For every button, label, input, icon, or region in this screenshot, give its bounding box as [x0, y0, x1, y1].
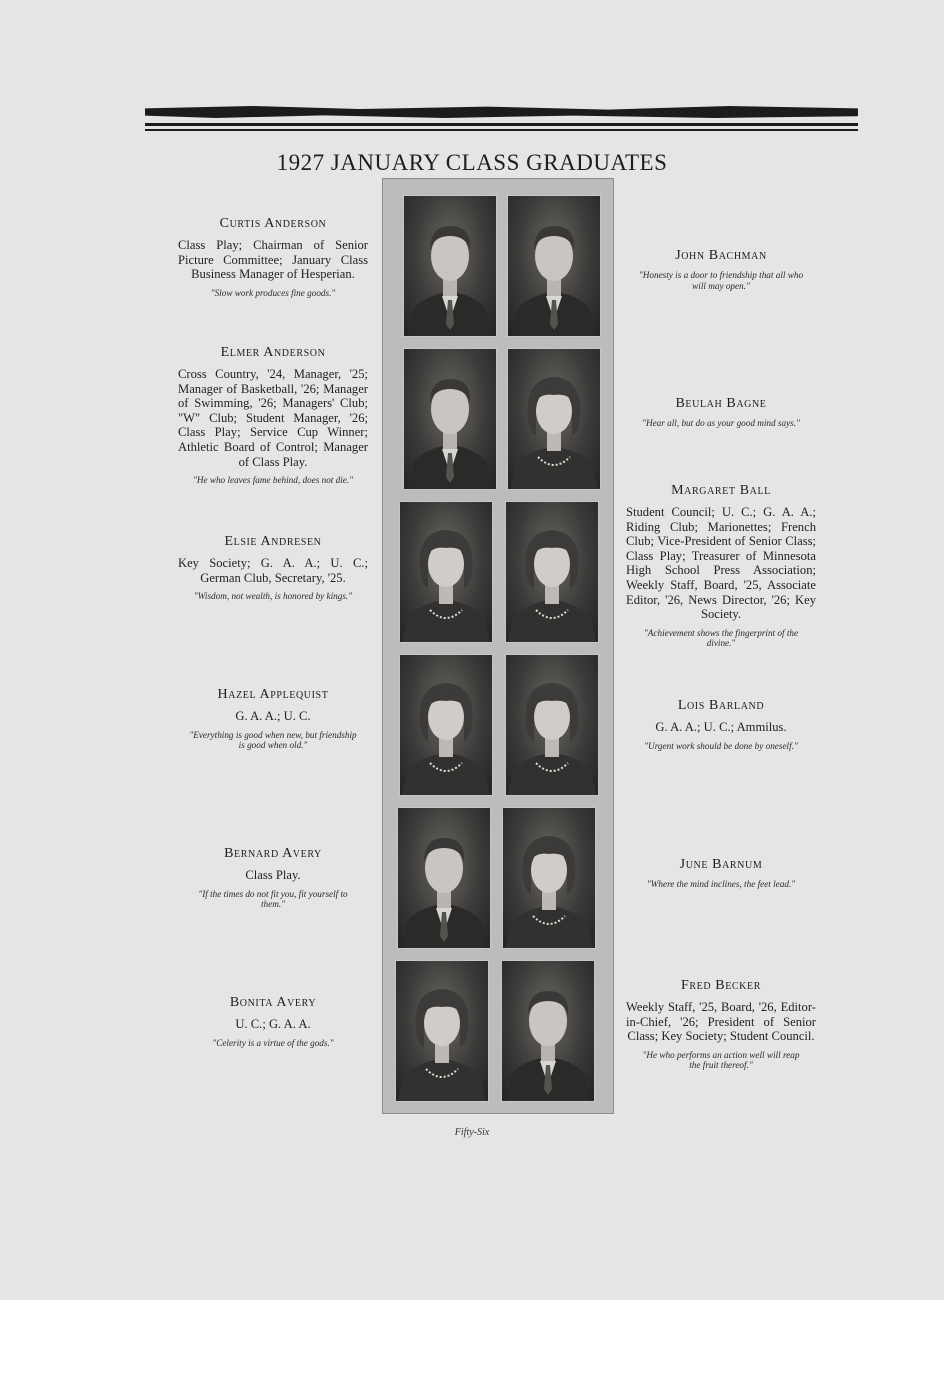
graduate-activities: G. A. A.; U. C.; Ammilus.: [655, 720, 787, 734]
page-title: 1927 JANUARY CLASS GRADUATES: [276, 150, 668, 175]
graduate-activities: G. A. A.; U. C.: [235, 709, 311, 723]
graduate-motto: "Hear all, but do as your good mind says.": [642, 418, 800, 428]
graduate-name: Beulah Bagne: [675, 396, 767, 411]
portrait-strip: [382, 178, 614, 1114]
portrait-june-barnum: [502, 807, 596, 949]
graduate-name: John Bachman: [675, 248, 767, 263]
portrait-silhouette: [404, 349, 496, 489]
graduate-motto: "Honesty is a door to friendship that all who will may open.": [638, 270, 804, 291]
portrait-silhouette: [396, 961, 488, 1101]
portrait-silhouette: [398, 808, 490, 948]
graduate-name: Bonita Avery: [229, 995, 317, 1010]
graduate-name: Elsie Andresen: [224, 534, 322, 549]
portrait-silhouette: [400, 502, 492, 642]
graduate-entry: [626, 483, 816, 649]
decorative-rule-thin: [145, 129, 858, 131]
portrait-elsie-andresen: [399, 501, 493, 643]
portrait-elmer-anderson: [403, 348, 497, 490]
portrait-silhouette: [400, 655, 492, 795]
graduate-motto: "He who leaves fame behind, does not die.": [192, 475, 354, 486]
dress-shape: [505, 906, 593, 948]
portrait-silhouette: [508, 349, 600, 489]
graduate-entry: [178, 995, 368, 1048]
graduate-entry: [178, 687, 368, 751]
graduate-activities: U. C.; G. A. A.: [235, 1017, 311, 1031]
dress-shape: [510, 447, 598, 489]
graduate-entry: [626, 857, 816, 890]
graduate-motto: "Where the mind inclines, the feet lead.": [646, 879, 796, 889]
graduate-entry: [178, 345, 368, 486]
graduate-entry: [626, 396, 816, 429]
graduate-name: June Barnum: [679, 857, 763, 872]
portrait-john-bachman: [507, 195, 601, 337]
graduate-activities: Key Society; G. A. A.; U. C.; German Club, Secretary, '25.: [178, 556, 368, 585]
graduate-entry: [178, 534, 368, 602]
portrait-silhouette: [508, 196, 600, 336]
graduate-activities: Class Play; Chairman of Senior Picture Committee; January Class Business Manager of Hesperian.: [178, 238, 368, 282]
graduate-name: Lois Barland: [677, 698, 765, 713]
portrait-silhouette: [506, 502, 598, 642]
graduate-name: Hazel Applequist: [217, 687, 329, 702]
graduate-motto: "Urgent work should be done by oneself.": [644, 740, 798, 751]
portrait-bonita-avery: [395, 960, 489, 1102]
portrait-silhouette: [506, 655, 598, 795]
graduate-motto: "If the times do not fit you, fit yourself to them.": [198, 888, 348, 910]
dress-shape: [398, 1059, 486, 1101]
dress-shape: [402, 753, 490, 795]
graduate-entry: [178, 216, 368, 298]
graduate-motto: "Slow work produces fine goods.": [210, 287, 336, 298]
graduate-motto: "Everything is good when new, but friendship is good when old.": [189, 729, 357, 751]
graduate-activities: Weekly Staff, '25, Board, '26, Editor-in-Chief, '26; President of Senior Class; Key Society; Student Council.: [626, 1000, 816, 1044]
portrait-margaret-ball: [505, 501, 599, 643]
decorative-rule-thin: [145, 123, 858, 126]
graduate-motto: "He who performs an action well will reap the fruit thereof.": [642, 1049, 800, 1071]
portrait-curtis-anderson: [403, 195, 497, 337]
graduate-motto: "Achievement shows the fingerprint of the divine.": [643, 627, 799, 649]
dress-shape: [508, 753, 596, 795]
portrait-silhouette: [404, 196, 496, 336]
graduate-activities: Student Council; U. C.; G. A. A.; Riding Club; Marionettes; French Club; Vice-President of Senior Class; Class Play; Treasurer of Minnesota High School Press Association; Weekly Staff, Board, '25, Associate Editor, '26, News Director, '26; Key Society.: [626, 505, 816, 622]
portrait-lois-barland: [505, 654, 599, 796]
graduate-activities: Cross Country, '24, Manager, '25; Manager of Basketball, '26; Manager of Swimming, '26; Managers' Club; "W" Club; Student Manager, '26; Class Play; Service Cup Winner; Athletic Board of Control; Manager of Class Play.: [178, 367, 368, 469]
graduate-name: Margaret Ball: [671, 483, 771, 498]
graduate-name: Curtis Anderson: [219, 216, 327, 231]
graduate-motto: "Celerity is a virtue of the gods.": [212, 1037, 334, 1048]
graduate-name: Fred Becker: [680, 978, 761, 993]
graduate-entry: [626, 698, 816, 751]
portrait-silhouette: [502, 961, 594, 1101]
portrait-beulah-bagne: [507, 348, 601, 490]
graduate-entry: [626, 248, 816, 291]
page-number: Fifty-Six: [454, 1127, 490, 1138]
graduate-activities: Class Play.: [245, 868, 301, 882]
portrait-bernard-avery: [397, 807, 491, 949]
dress-shape: [508, 600, 596, 642]
graduate-entry: [178, 846, 368, 910]
graduate-name: Bernard Avery: [224, 846, 322, 861]
portrait-hazel-applequist: [399, 654, 493, 796]
graduate-entry: [626, 978, 816, 1071]
graduate-motto: "Wisdom, not wealth, is honored by kings.": [193, 591, 353, 602]
dress-shape: [402, 600, 490, 642]
portrait-fred-becker: [501, 960, 595, 1102]
graduate-name: Elmer Anderson: [220, 345, 326, 360]
portrait-silhouette: [503, 808, 595, 948]
decorative-rule-thick: [145, 106, 858, 118]
